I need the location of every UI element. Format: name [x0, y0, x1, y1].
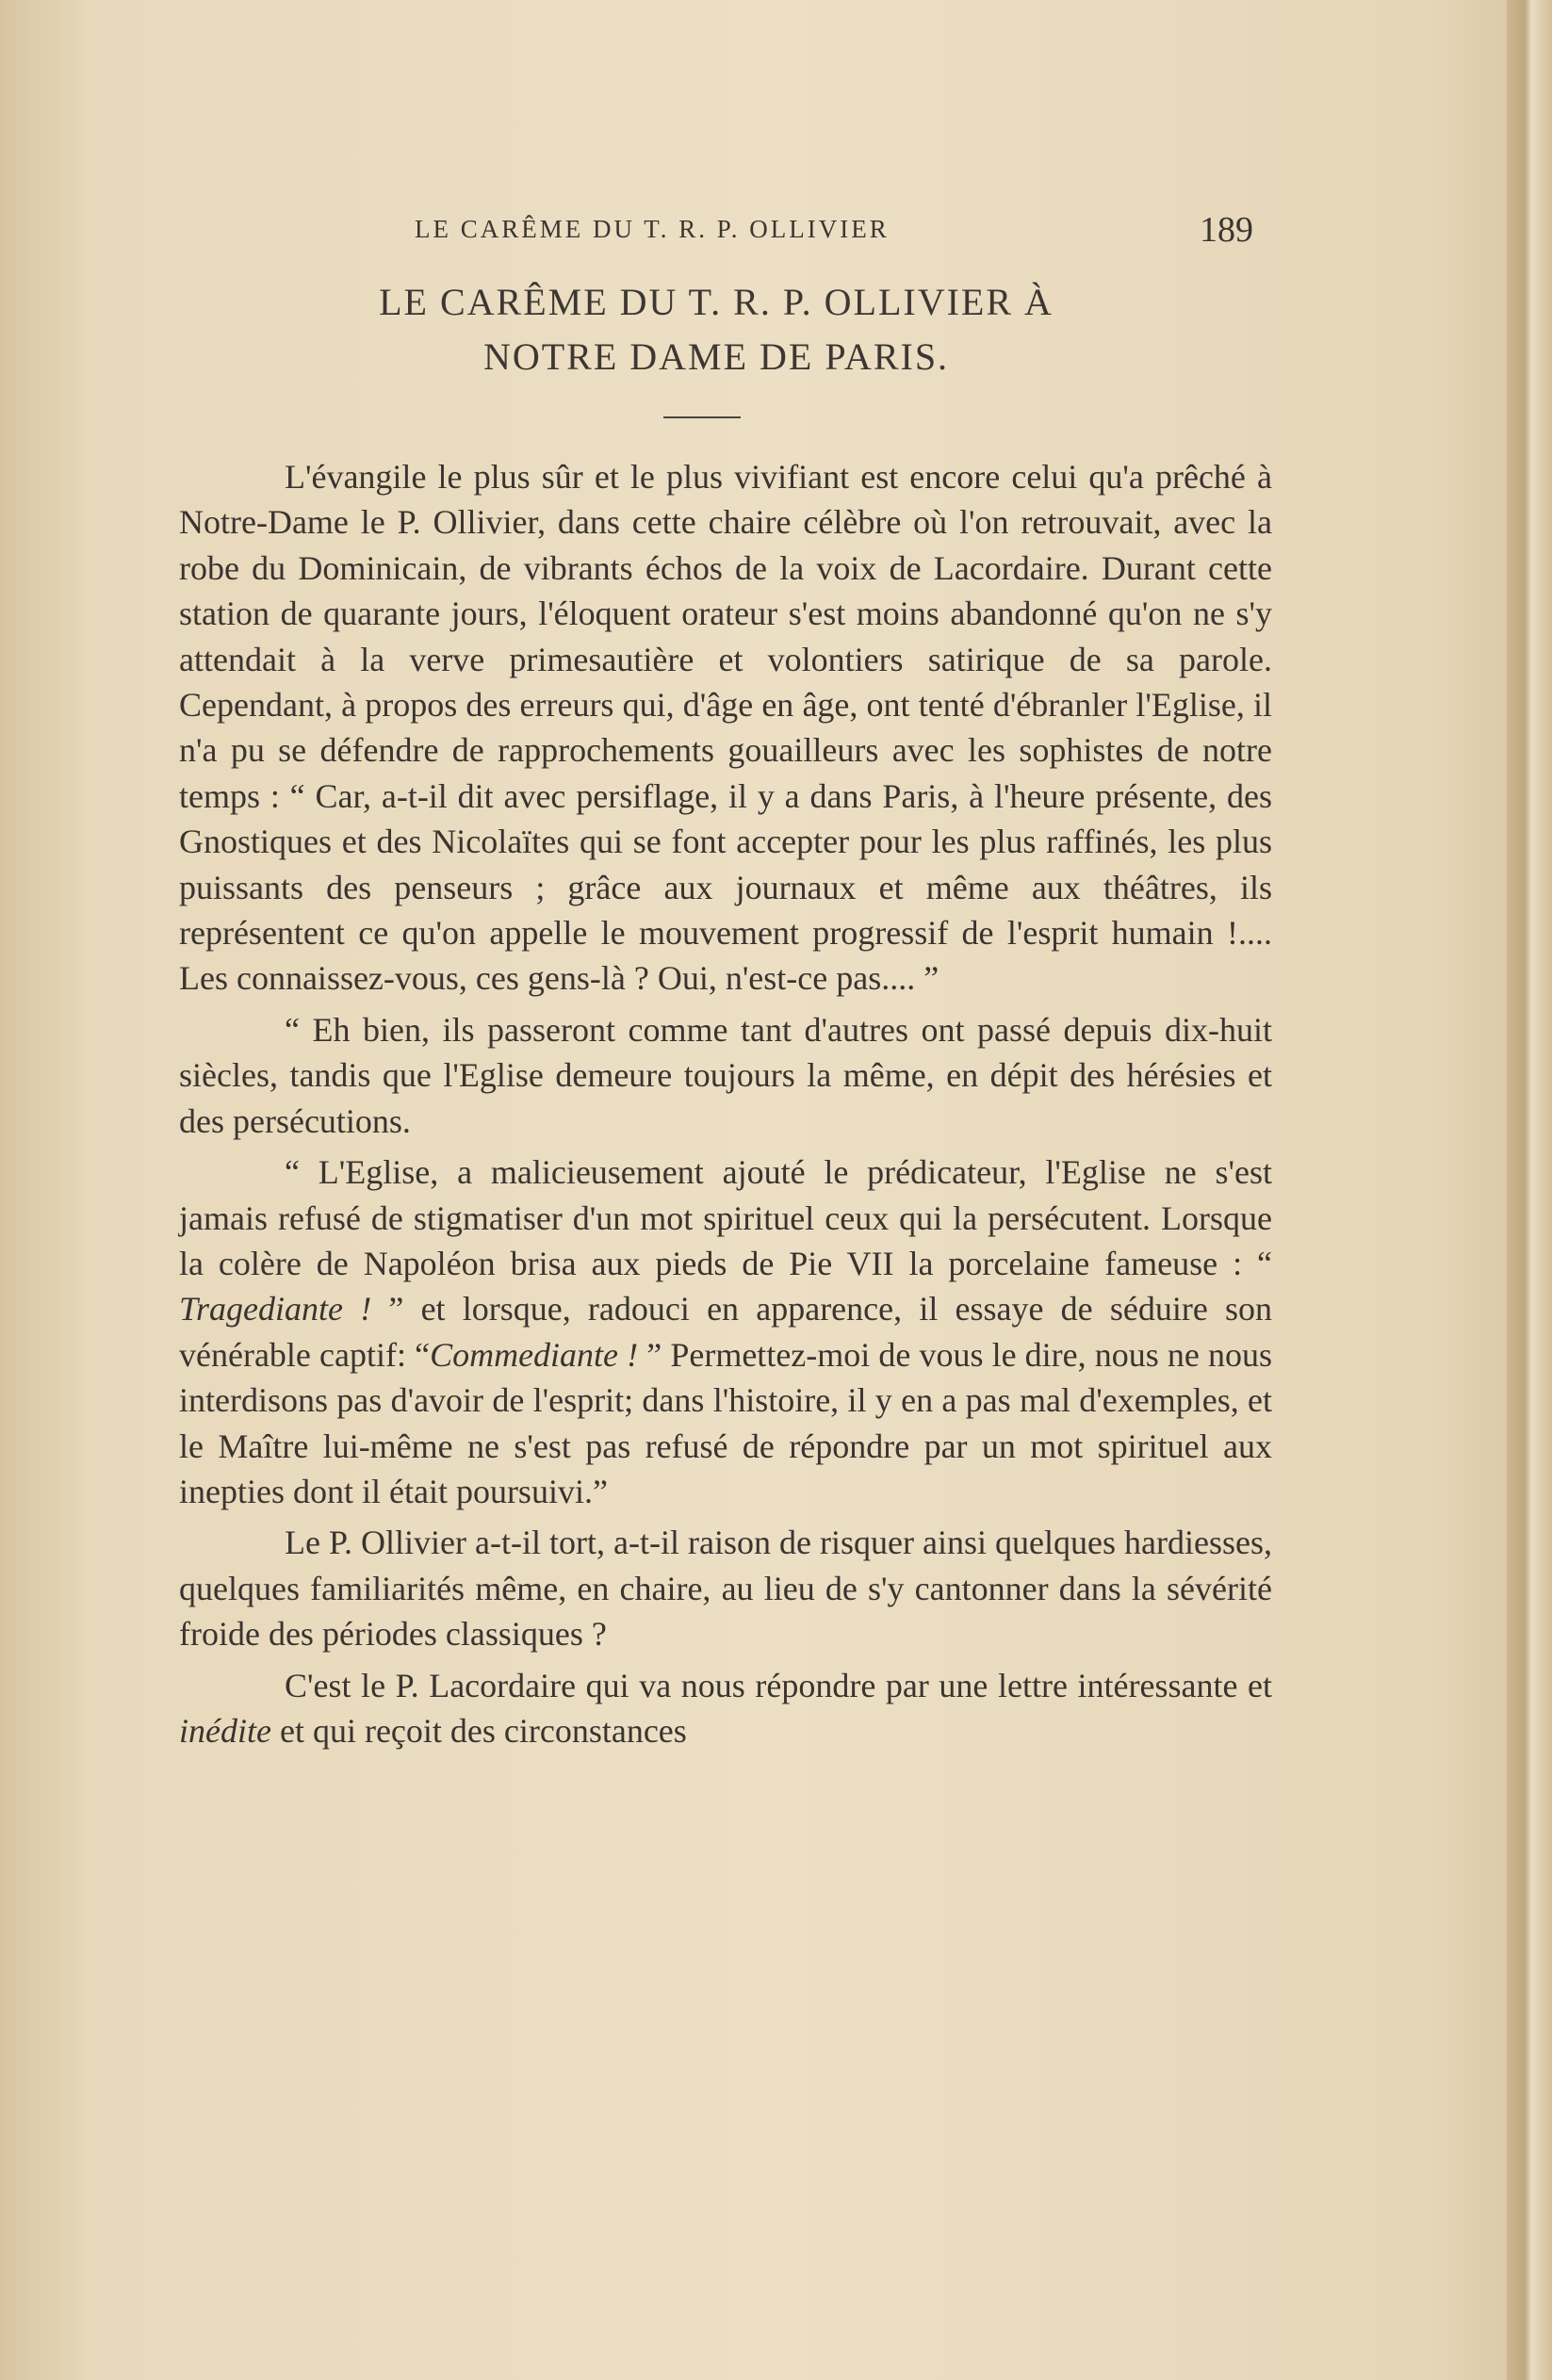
title-rule [663, 416, 741, 418]
paragraph-3-part-1: “ L'Eglise, a malicieusement ajouté le prédicateur, l'Eglise ne s'est jamais refusé de stigmatiser d'un mot spirituel ceux qui la persécutent. Lorsque la colère de Napoléon brisa aux pieds de Pie VII la porcelaine fameuse : “ [179, 1153, 1272, 1282]
article-title-line-2: NOTRE DAME DE PARIS. [482, 335, 950, 378]
italic-inedite: inédite [179, 1711, 271, 1750]
page-edge [1507, 0, 1552, 2380]
article-title-line-1: LE CARÊME DU T. R. P. OLLIVIER À [379, 281, 1054, 323]
body-text [179, 454, 1272, 1753]
article-title [179, 275, 1253, 384]
running-title: LE CARÊME DU T. R. P. OLLIVIER [415, 215, 890, 243]
paragraph-1: L'évangile le plus sûr et le plus vivifiant est encore celui qu'a prêché à Notre-Dame le P. Ollivier, dans cette chaire célèbre où l'on retrouvait, avec la robe du Dominicain, de vibrants échos de la voix de Lacordaire. Durant cette station de quarante jours, l'éloquent orateur s'est moins abandonné qu'on ne s'y attendait à la verve primesautière et volontiers satirique de sa parole. Cependant, à propos des erreurs qui, d'âge en âge, ont tenté d'ébranler l'Eglise, il n'a pu se défendre de rapprochements gouailleurs avec les sophistes de notre temps : “ Car, a-t-il dit avec persiflage, il y a dans Paris, à l'heure présente, des Gnostiques et des Nicolaïtes qui se font accepter pour les plus raffinés, les plus puissants des penseurs ; grâce aux journaux et même aux théâtres, ils représentent ce qu'on appelle le mouvement progressif de l'esprit humain !.... Les connaissez-vous, ces gens-là ? Oui, n'est-ce pas.... ” [179, 458, 1272, 998]
paragraph-4: Le P. Ollivier a-t-il tort, a-t-il raison de risquer ainsi quelques hardiesses, quelques familiarités même, en chaire, au lieu de s'y cantonner dans la sévérité froide des périodes classiques ? [179, 1524, 1272, 1654]
running-head [179, 209, 1253, 250]
page-number: 189 [1200, 210, 1253, 250]
paragraph-2: “ Eh bien, ils passeront comme tant d'autres ont passé depuis dix-huit siècles, tandis que l'Eglise demeure toujours la même, en dépit des hérésies et des persécutions. [179, 1010, 1272, 1140]
paragraph-3-part-2: ” et lorsque, radouci en apparence, il essaye de séduire son vénérable captif: “ [179, 1290, 1272, 1374]
paragraph-5 [179, 1663, 1272, 1754]
italic-tragediante: Tragediante ! [179, 1290, 372, 1329]
paragraph-3-part-3: ” Permettez-moi de vous le dire, nous ne nous interdisons pas d'avoir de l'esprit; dans l'histoire, il y en a pas mal d'exemples, et le Maître lui-même ne s'est pas refusé de répondre par un mot spirituel aux inepties dont il était poursuivi.” [179, 1335, 1272, 1510]
paragraph-5-part-1: C'est le P. Lacordaire qui va nous répondre par une lettre intéressante et [285, 1666, 1272, 1704]
paragraph-5-part-2: et qui reçoit des circonstances [270, 1711, 687, 1750]
paragraph-3 [179, 1149, 1272, 1514]
italic-commediante: Commediante ! [430, 1335, 639, 1374]
